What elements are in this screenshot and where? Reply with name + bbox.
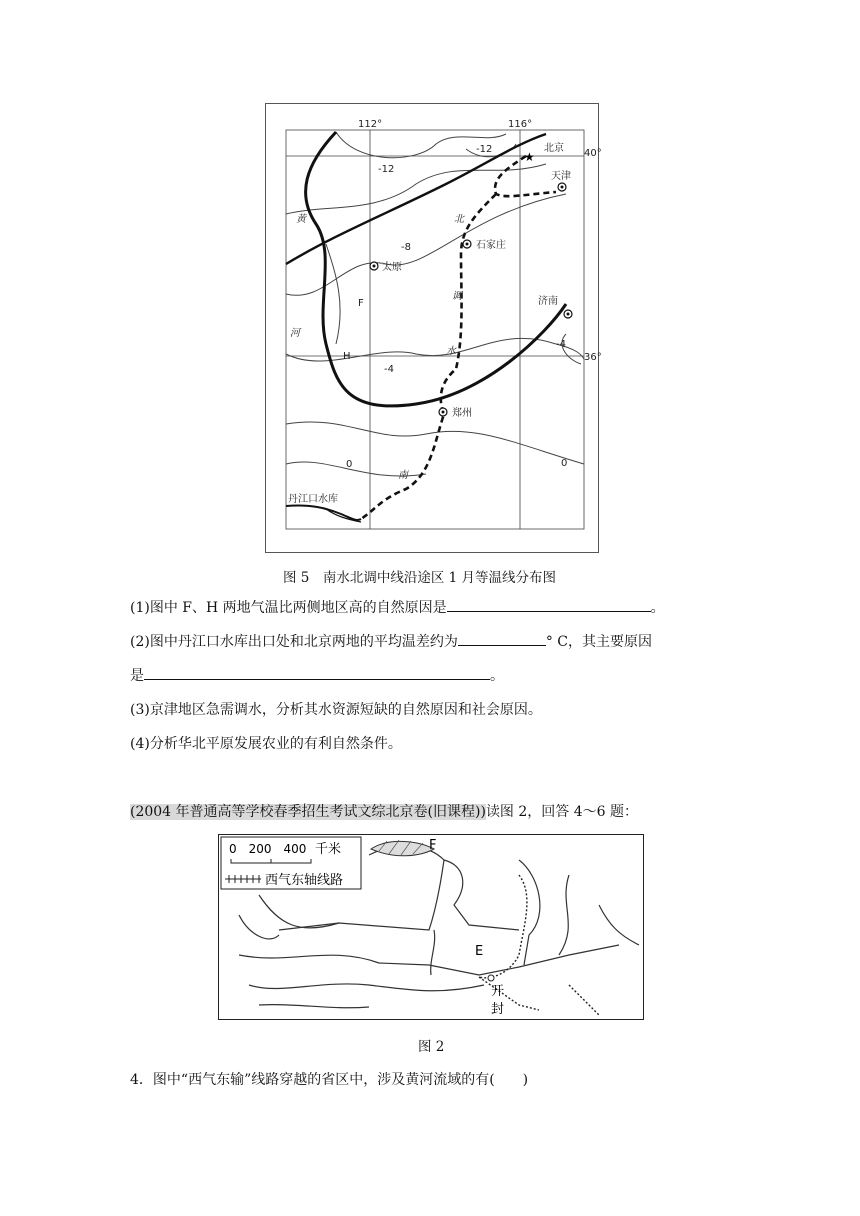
legend-label: 西气东轴线路	[265, 873, 344, 888]
q2-line2-end: 。	[490, 668, 504, 684]
lon-label-116: 116°	[508, 119, 533, 130]
isotherm-label: -4	[556, 339, 566, 350]
letter-F: F	[358, 298, 364, 309]
label-E: E	[475, 944, 484, 959]
canal-char: 水	[446, 346, 456, 357]
city-label-beijing: 北京	[544, 143, 564, 154]
city-label-shijiazhuang: 石家庄	[476, 240, 506, 251]
river-char: 河	[290, 328, 300, 339]
canal-char: 南	[398, 470, 408, 481]
q2-mid: ° C，其主要原因	[545, 634, 653, 650]
reservoir-label: 丹江口水库	[288, 494, 338, 505]
label-kai: 开	[491, 984, 505, 999]
question-1	[130, 597, 665, 617]
figure5-caption: 图 5 南水北调中线沿途区 1 月等温线分布图	[283, 570, 557, 586]
letter-H: H	[343, 351, 351, 362]
q2-line2-text: 是	[130, 668, 144, 684]
city-label-jinan: 济南	[538, 296, 558, 307]
question-3: (3)京津地区急需调水，分析其水资源短缺的自然原因和社会原因。	[130, 702, 542, 718]
reservoir-shore	[286, 505, 361, 520]
kaifeng-marker	[488, 975, 494, 981]
answer-blank[interactable]	[144, 665, 490, 680]
yellow-river	[306, 132, 566, 406]
exam-source-line	[130, 801, 638, 821]
pipeline-route	[479, 875, 539, 1010]
city-label-zhengzhou: 郑州	[452, 408, 472, 419]
isotherm-label: -4	[384, 364, 394, 375]
city-label-tianjin: 天津	[551, 171, 571, 182]
area-F-hatch	[371, 841, 434, 855]
isotherm-map	[266, 104, 602, 552]
label-F: F	[429, 838, 437, 853]
isotherm-label: -8	[401, 242, 411, 253]
river-char: 黄	[296, 214, 306, 225]
lat-label-36: 36°	[584, 352, 602, 363]
scale-unit: 千米	[315, 842, 342, 857]
question-4: 4．图中“西气东输”线路穿越的省区中，涉及黄河流域的有( )	[130, 1072, 529, 1088]
answer-blank[interactable]	[458, 631, 546, 646]
question-4-part: (4)分析华北平原发展农业的有利自然条件。	[130, 736, 402, 752]
lat-label-40: 40°	[584, 148, 602, 159]
exam-intro: 读图 2，回答 4～6 题：	[485, 804, 639, 820]
canal-char: 调	[452, 291, 462, 302]
west-east-gas-map	[219, 835, 643, 1019]
figure2-map	[218, 834, 644, 1020]
isotherm-label: 0	[561, 458, 568, 469]
isotherm-label: -12	[378, 164, 395, 175]
question-2-line2	[130, 665, 504, 685]
figure5-map	[265, 103, 602, 553]
question-2	[130, 631, 652, 651]
isotherm-label: -12	[476, 144, 493, 155]
isotherm-label: 0	[346, 459, 353, 470]
scale-numbers: 0 200 400	[229, 842, 307, 856]
city-label-taiyuan: 太原	[382, 262, 402, 273]
lon-label-112: 112°	[358, 119, 383, 130]
canal-char: 北	[454, 214, 464, 225]
capital-star-icon: ★	[524, 150, 535, 164]
q1-text: (1)图中 F、H 两地气温比两侧地区高的自然原因是	[130, 600, 447, 616]
q2-text: (2)图中丹江口水库出口处和北京两地的平均温差约为	[130, 634, 458, 650]
pipeline-route-2	[569, 985, 599, 1015]
answer-blank[interactable]	[447, 597, 651, 612]
label-feng: 封	[491, 1002, 505, 1017]
exam-source: (2004 年普通高等学校春季招生考试文综北京卷(旧课程))	[130, 804, 486, 820]
q1-end: 。	[650, 600, 665, 616]
figure2-caption: 图 2	[418, 1039, 445, 1055]
